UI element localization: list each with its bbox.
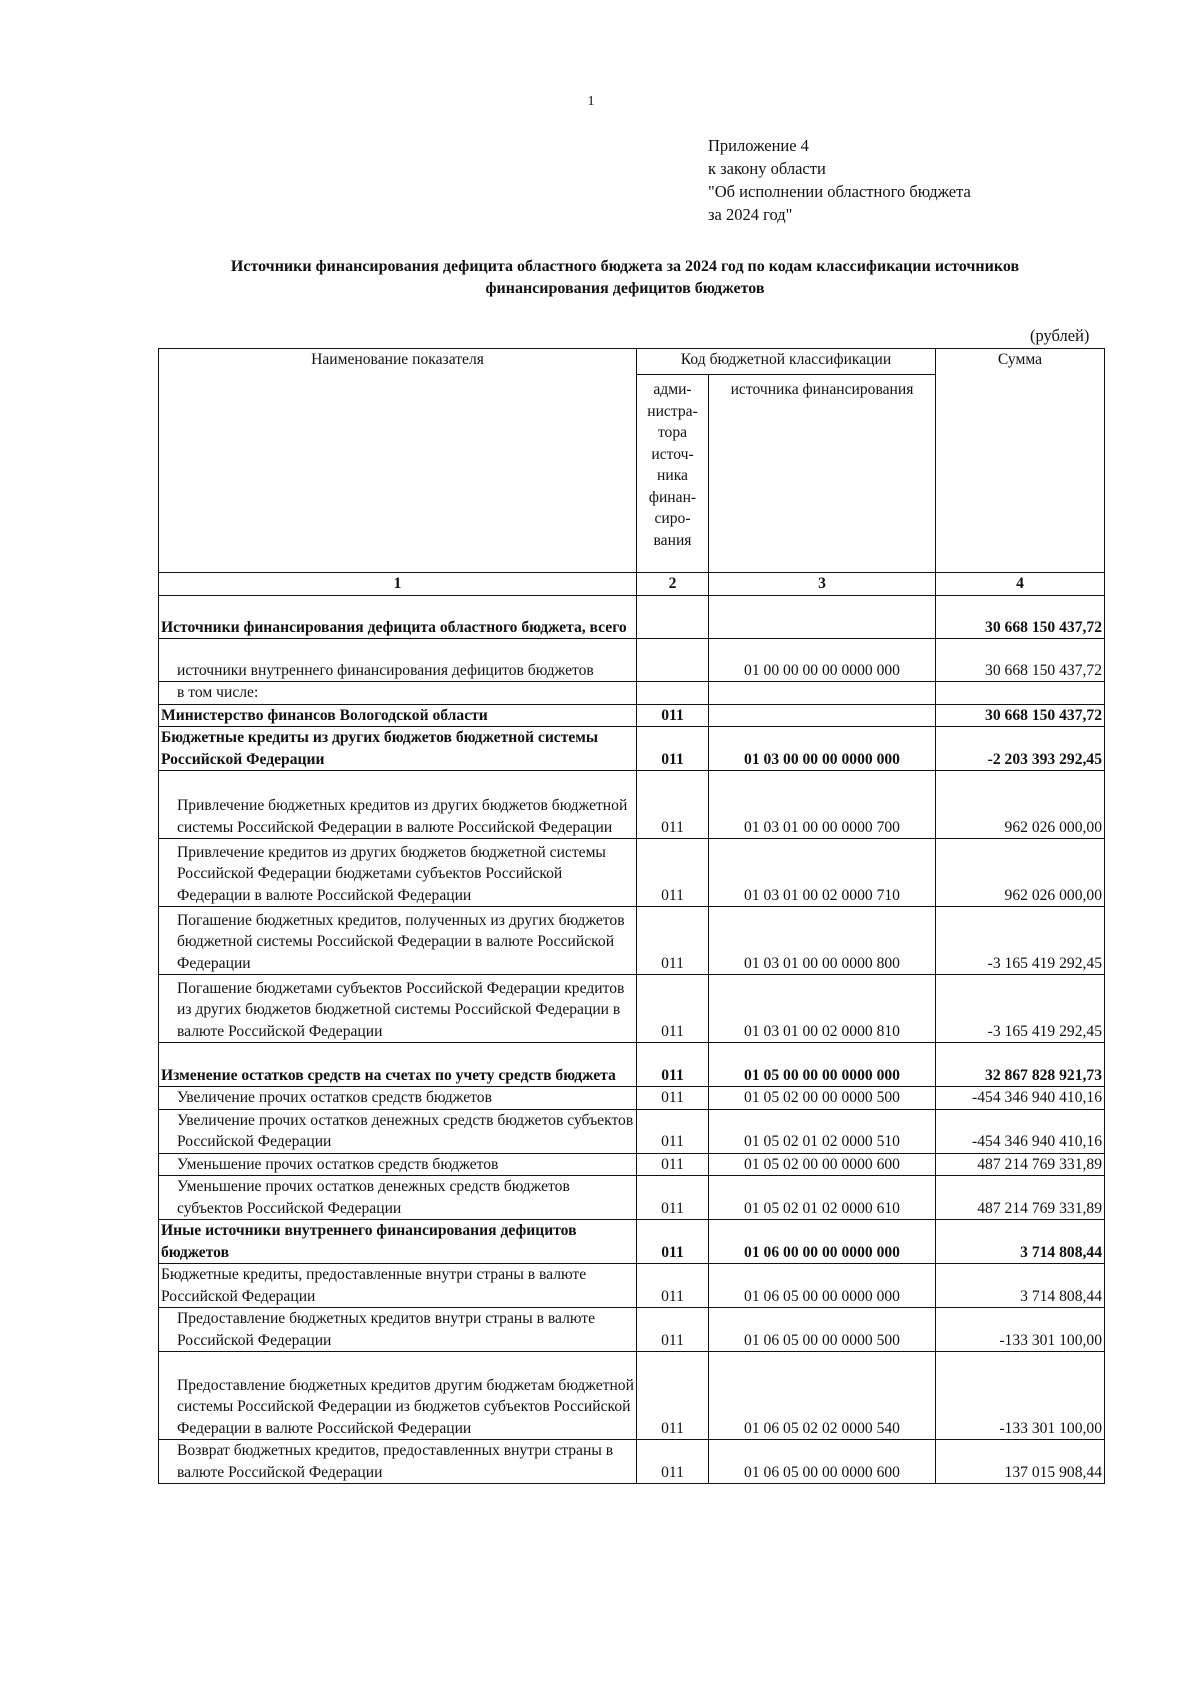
row-sum: 30 668 150 437,72 (936, 639, 1105, 682)
header-row (159, 349, 1105, 375)
financing-sources-table (158, 348, 1105, 1484)
row-admin-code (637, 639, 709, 682)
row-admin-code: 011 (637, 1153, 709, 1176)
table-row (159, 704, 1105, 727)
table-row (159, 1308, 1105, 1352)
row-source-code: 01 03 01 00 00 0000 800 (709, 907, 936, 975)
row-name: источники внутреннего финансирования дефицитов бюджетов (159, 639, 637, 682)
appendix-header (708, 134, 971, 226)
row-source-code: 01 06 05 00 00 0000 500 (709, 1308, 936, 1352)
row-sum: 3 714 808,44 (936, 1264, 1105, 1308)
table-row (159, 771, 1105, 839)
row-sum: 30 668 150 437,72 (936, 704, 1105, 727)
col-number: 4 (936, 573, 1105, 596)
appendix-line: за 2024 год" (708, 205, 793, 224)
row-sum: 487 214 769 331,89 (936, 1153, 1105, 1176)
row-name: Уменьшение прочих остатков денежных средств бюджетов субъектов Российской Федерации (159, 1176, 637, 1220)
row-admin-code: 011 (637, 1352, 709, 1440)
row-source-code: 01 06 05 00 00 0000 000 (709, 1264, 936, 1308)
col-number: 3 (709, 573, 936, 596)
row-admin-code: 011 (637, 727, 709, 771)
table-row (159, 1109, 1105, 1153)
row-sum: 32 867 828 921,73 (936, 1043, 1105, 1087)
row-source-code: 01 03 01 00 00 0000 700 (709, 771, 936, 839)
row-admin-code: 011 (637, 839, 709, 907)
header-admin (637, 375, 709, 573)
row-name: Бюджетные кредиты из других бюджетов бюджетной системы Российской Федерации (159, 727, 637, 771)
row-name: в том числе: (159, 682, 637, 705)
table-row (159, 1176, 1105, 1220)
appendix-line: к закону области (708, 159, 826, 178)
title-line: Источники финансирования дефицита областного бюджета за 2024 год по кодам классификации источников (230, 258, 1020, 275)
row-sum: -3 165 419 292,45 (936, 975, 1105, 1043)
row-sum: 962 026 000,00 (936, 771, 1105, 839)
row-source-code: 01 05 02 00 00 0000 600 (709, 1153, 936, 1176)
header-admin-line: вания (653, 531, 692, 549)
row-source-code: 01 06 00 00 00 0000 000 (709, 1220, 936, 1264)
header-admin-line: ника (657, 467, 688, 484)
row-source-code: 01 00 00 00 00 0000 000 (709, 639, 936, 682)
row-source-code (709, 682, 936, 705)
row-sum: -454 346 940 410,16 (936, 1109, 1105, 1153)
header-code: Код бюджетной классификации (637, 349, 936, 375)
row-name: Привлечение бюджетных кредитов из других бюджетов бюджетной системы Российской Федерации в валюте Российской Федерации (159, 771, 637, 839)
table-row (159, 839, 1105, 907)
row-source-code: 01 05 02 00 00 0000 500 (709, 1087, 936, 1110)
title-line: финансирования дефицитов бюджетов (485, 280, 765, 297)
appendix-line: "Об исполнении областного бюджета (708, 182, 971, 201)
row-admin-code: 011 (637, 1176, 709, 1220)
header-admin-line: нистра- (647, 402, 698, 420)
header-admin-line: адми- (653, 381, 692, 398)
row-source-code: 01 03 01 00 02 0000 810 (709, 975, 936, 1043)
table-row (159, 1220, 1105, 1264)
row-sum: 3 714 808,44 (936, 1220, 1105, 1264)
units-label: (рублей) (1030, 326, 1090, 345)
row-admin-code (637, 596, 709, 639)
row-name: Уменьшение прочих остатков средств бюджетов (159, 1153, 637, 1176)
row-sum: -133 301 100,00 (936, 1352, 1105, 1440)
table-row (159, 1352, 1105, 1440)
col-number: 2 (637, 573, 709, 596)
table-row (159, 1087, 1105, 1110)
table-row (159, 1440, 1105, 1484)
table-row (159, 1264, 1105, 1308)
row-admin-code: 011 (637, 907, 709, 975)
col-number: 1 (159, 573, 637, 596)
row-name: Предоставление бюджетных кредитов внутри страны в валюте Российской Федерации (159, 1308, 637, 1352)
row-admin-code: 011 (637, 1440, 709, 1484)
row-sum: 962 026 000,00 (936, 839, 1105, 907)
header-admin-line: сиро- (654, 510, 691, 527)
header-admin-line: тора (657, 424, 688, 441)
table-row (159, 975, 1105, 1043)
table-row (159, 596, 1105, 639)
row-source-code: 01 03 00 00 00 0000 000 (709, 727, 936, 771)
row-admin-code: 011 (637, 1264, 709, 1308)
appendix-line: Приложение 4 (708, 136, 809, 155)
row-admin-code: 011 (637, 771, 709, 839)
row-sum: 30 668 150 437,72 (936, 596, 1105, 639)
row-name: Источники финансирования дефицита областного бюджета, всего (159, 596, 637, 639)
column-number-row (159, 573, 1105, 596)
row-name: Изменение остатков средств на счетах по учету средств бюджета (159, 1043, 637, 1087)
row-sum: -2 203 393 292,45 (936, 727, 1105, 771)
row-name: Бюджетные кредиты, предоставленные внутри страны в валюте Российской Федерации (159, 1264, 637, 1308)
row-sum: 487 214 769 331,89 (936, 1176, 1105, 1220)
row-source-code: 01 03 01 00 02 0000 710 (709, 839, 936, 907)
row-sum (936, 682, 1105, 705)
table-row (159, 682, 1105, 705)
row-name: Предоставление бюджетных кредитов другим бюджетам бюджетной системы Российской Федерации из бюджетов субъектов Российской Федерации в валюте Российской Федерации (159, 1352, 637, 1440)
row-name: Возврат бюджетных кредитов, предоставленных внутри страны в валюте Российской Федерации (159, 1440, 637, 1484)
table-row (159, 1153, 1105, 1176)
header-admin-line: финан- (648, 488, 697, 506)
row-admin-code: 011 (637, 1220, 709, 1264)
row-admin-code: 011 (637, 1087, 709, 1110)
row-name: Увеличение прочих остатков средств бюджетов (159, 1087, 637, 1110)
row-name: Увеличение прочих остатков денежных средств бюджетов субъектов Российской Федерации (159, 1109, 637, 1153)
row-source-code: 01 06 05 02 02 0000 540 (709, 1352, 936, 1440)
row-name: Погашение бюджетных кредитов, полученных из других бюджетов бюджетной системы Российской Федерации в валюте Российской Федерации (159, 907, 637, 975)
header-name: Наименование показателя (159, 349, 637, 573)
header-admin-line: источ- (651, 445, 694, 463)
row-source-code: 01 06 05 00 00 0000 600 (709, 1440, 936, 1484)
row-sum: -133 301 100,00 (936, 1308, 1105, 1352)
table-row (159, 907, 1105, 975)
row-name: Министерство финансов Вологодской области (159, 704, 637, 727)
row-source-code: 01 05 02 01 02 0000 510 (709, 1109, 936, 1153)
row-source-code (709, 596, 936, 639)
row-name: Погашение бюджетами субъектов Российской Федерации кредитов из других бюджетов бюджетной системы Российской Федерации в валюте Российской Федерации (159, 975, 637, 1043)
row-name: Иные источники внутреннего финансирования дефицитов бюджетов (159, 1220, 637, 1264)
row-admin-code: 011 (637, 1109, 709, 1153)
table-row (159, 1043, 1105, 1087)
row-admin-code: 011 (637, 1043, 709, 1087)
row-sum: 137 015 908,44 (936, 1440, 1105, 1484)
header-source: источника финансирования (709, 375, 936, 573)
row-source-code: 01 05 02 01 02 0000 610 (709, 1176, 936, 1220)
row-admin-code: 011 (637, 704, 709, 727)
header-sum: Сумма (936, 349, 1105, 573)
row-admin-code: 011 (637, 975, 709, 1043)
document-title (150, 256, 1100, 300)
page-number: 1 (587, 94, 595, 109)
row-admin-code (637, 682, 709, 705)
row-sum: -454 346 940 410,16 (936, 1087, 1105, 1110)
row-name: Привлечение кредитов из других бюджетов бюджетной системы Российской Федерации бюджетами субъектов Российской Федерации в валюте Российской Федерации (159, 839, 637, 907)
table-row (159, 639, 1105, 682)
table-row (159, 727, 1105, 771)
row-source-code (709, 704, 936, 727)
row-admin-code: 011 (637, 1308, 709, 1352)
row-source-code: 01 05 00 00 00 0000 000 (709, 1043, 936, 1087)
row-sum: -3 165 419 292,45 (936, 907, 1105, 975)
